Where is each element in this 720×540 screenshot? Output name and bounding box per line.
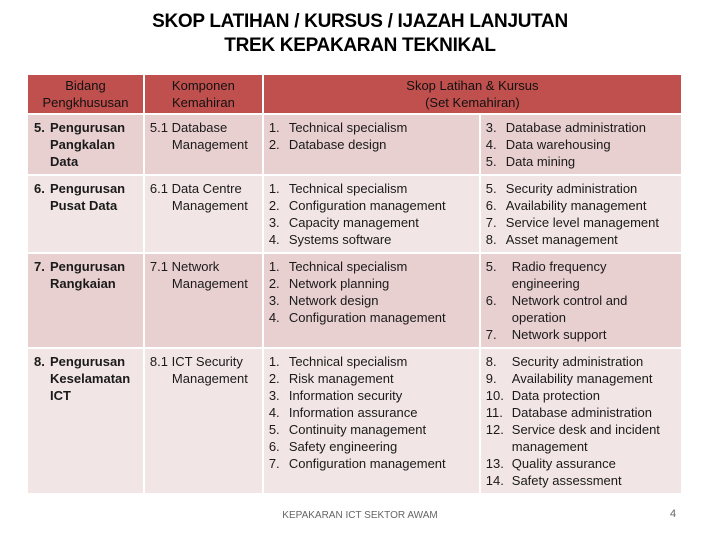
skill-label: Information assurance xyxy=(288,405,418,420)
skill-item xyxy=(269,404,474,421)
skill-item xyxy=(486,326,676,343)
skill-number: 4. xyxy=(268,232,280,247)
bidang-line: Keselamatan xyxy=(50,371,131,386)
row-number: 8. xyxy=(34,354,45,369)
skill-label: Network planning xyxy=(288,276,390,291)
skill-number: 7. xyxy=(485,327,497,342)
skill-number: 4. xyxy=(268,310,280,325)
skill-number: 1. xyxy=(268,120,280,135)
skill-item xyxy=(269,258,474,275)
skill-item xyxy=(269,370,474,387)
skill-label: Service level management xyxy=(505,215,659,230)
skill-item xyxy=(269,231,474,248)
skill-number: 10. xyxy=(485,388,504,403)
row-number: 7. xyxy=(34,259,45,274)
skills-table xyxy=(26,73,683,495)
table-row xyxy=(27,348,682,494)
header-text: Komponen xyxy=(171,78,235,93)
skill-label: Technical specialism xyxy=(288,120,408,135)
skill-item xyxy=(486,292,676,326)
skill-label: Data warehousing xyxy=(505,137,611,152)
skills-left-cell xyxy=(263,348,480,494)
skill-label: Continuity management xyxy=(288,422,427,437)
komponen-cell xyxy=(144,114,263,175)
skill-number: 12. xyxy=(485,422,504,437)
page-number: 4 xyxy=(670,508,677,520)
bidang-line: Rangkaian xyxy=(50,276,116,291)
skill-label: Radio frequency engineering xyxy=(511,259,607,291)
skill-label: Configuration management xyxy=(288,310,446,325)
skill-label: Technical specialism xyxy=(288,354,408,369)
skill-number: 7. xyxy=(485,215,497,230)
skill-item xyxy=(269,455,474,472)
skill-number: 6. xyxy=(485,293,497,308)
skill-number: 2. xyxy=(268,198,280,213)
skill-item xyxy=(486,153,676,170)
skill-number: 2. xyxy=(268,276,280,291)
skill-item xyxy=(269,438,474,455)
skill-number: 4. xyxy=(268,405,280,420)
skill-number: 11. xyxy=(485,405,503,420)
skill-number: 2. xyxy=(268,371,280,386)
skill-label: Asset management xyxy=(505,232,618,247)
skills-right-cell xyxy=(480,348,682,494)
row-number: 6. xyxy=(34,181,45,196)
table-row xyxy=(27,175,682,253)
table-header-row xyxy=(27,74,682,114)
skill-number: 13. xyxy=(485,456,504,471)
skill-number: 6. xyxy=(268,439,280,454)
skill-number: 3. xyxy=(268,293,280,308)
skill-label: Safety assessment xyxy=(511,473,622,488)
skill-item xyxy=(486,180,676,197)
footer-text: KEPAKARAN ICT SEKTOR AWAM xyxy=(282,510,438,521)
skill-label: Configuration management xyxy=(288,456,446,471)
skill-number: 2. xyxy=(268,137,280,152)
title-line-2: TREK KEPAKARAN TEKNIKAL xyxy=(224,35,496,56)
skill-label: Security administration xyxy=(505,181,638,196)
skill-number: 3. xyxy=(268,215,280,230)
bidang-line: Pangkalan xyxy=(50,137,116,152)
skill-label: Safety engineering xyxy=(288,439,398,454)
skill-number: 7. xyxy=(268,456,280,471)
skills-right-cell xyxy=(480,114,682,175)
skills-left-cell xyxy=(263,253,480,348)
skill-item xyxy=(486,136,676,153)
skill-label: Configuration management xyxy=(288,198,446,213)
komponen-line: Management xyxy=(171,198,248,213)
skill-item xyxy=(486,370,676,387)
header-komponen xyxy=(144,74,263,114)
skills-right-cell xyxy=(480,175,682,253)
skill-number: 3. xyxy=(268,388,280,403)
skill-number: 3. xyxy=(485,120,497,135)
slide-title xyxy=(0,10,720,58)
header-text: Skop Latihan & Kursus xyxy=(406,78,539,93)
skill-label: Database design xyxy=(288,137,387,152)
komponen-line: Management xyxy=(171,276,248,291)
bidang-cell xyxy=(27,253,144,348)
header-text: Kemahiran xyxy=(171,95,235,110)
skill-number: 4. xyxy=(485,137,497,152)
skill-item xyxy=(269,421,474,438)
skills-right-cell xyxy=(480,253,682,348)
skill-number: 5. xyxy=(268,422,280,437)
bidang-cell xyxy=(27,114,144,175)
skill-item xyxy=(486,421,676,455)
skill-label: Database administration xyxy=(505,120,646,135)
bidang-line: Pengurusan xyxy=(50,259,126,274)
header-skop xyxy=(263,74,682,114)
bidang-line: Pengurusan xyxy=(50,181,126,196)
skill-item xyxy=(269,387,474,404)
skill-label: Availability management xyxy=(511,371,653,386)
skill-item xyxy=(269,275,474,292)
header-bidang xyxy=(27,74,144,114)
skill-label: Data mining xyxy=(505,154,576,169)
bidang-line: Pengurusan xyxy=(50,120,126,135)
table-row xyxy=(27,114,682,175)
komponen-line: 5.1 Database xyxy=(149,120,228,135)
skill-number: 8. xyxy=(485,354,497,369)
skill-item xyxy=(486,404,676,421)
komponen-cell xyxy=(144,253,263,348)
skill-item xyxy=(486,353,676,370)
header-text: Pengkhususan xyxy=(42,95,129,110)
skill-label: Capacity management xyxy=(288,215,419,230)
skill-label: Data protection xyxy=(511,388,600,403)
skills-left-cell xyxy=(263,175,480,253)
skill-number: 6. xyxy=(485,198,497,213)
skill-item xyxy=(269,119,474,136)
skill-item xyxy=(269,180,474,197)
skill-label: Risk management xyxy=(288,371,394,386)
skill-label: Technical specialism xyxy=(288,181,408,196)
skill-label: Systems software xyxy=(288,232,392,247)
skill-number: 1. xyxy=(268,181,280,196)
komponen-line: 7.1 Network xyxy=(149,259,220,274)
komponen-line: 6.1 Data Centre xyxy=(149,181,242,196)
skill-item xyxy=(269,309,474,326)
skill-item xyxy=(486,387,676,404)
skill-number: 1. xyxy=(268,259,280,274)
skill-label: Network control and operation xyxy=(511,293,628,325)
komponen-cell xyxy=(144,175,263,253)
skill-item xyxy=(486,214,676,231)
title-line-1: SKOP LATIHAN / KURSUS / IJAZAH LANJUTAN xyxy=(152,11,568,32)
bidang-line: Pengurusan xyxy=(50,354,126,369)
skill-number: 8. xyxy=(485,232,497,247)
komponen-line: 8.1 ICT Security xyxy=(149,354,243,369)
skill-item xyxy=(486,455,676,472)
row-number: 5. xyxy=(34,120,45,135)
skill-item xyxy=(486,197,676,214)
komponen-line: Management xyxy=(171,371,248,386)
table-row xyxy=(27,253,682,348)
skill-label: Technical specialism xyxy=(288,259,408,274)
bidang-line: ICT xyxy=(50,388,71,403)
skill-label: Information security xyxy=(288,388,403,403)
komponen-cell xyxy=(144,348,263,494)
bidang-cell xyxy=(27,348,144,494)
bidang-line: Data xyxy=(50,154,79,169)
skills-left-cell xyxy=(263,114,480,175)
komponen-line: Management xyxy=(171,137,248,152)
skill-item xyxy=(269,214,474,231)
skill-label: Network design xyxy=(288,293,379,308)
skill-label: Service desk and incident management xyxy=(511,422,660,454)
skill-item xyxy=(486,231,676,248)
skill-item xyxy=(269,353,474,370)
skill-item xyxy=(486,258,676,292)
header-text: (Set Kemahiran) xyxy=(425,95,520,110)
skill-number: 9. xyxy=(485,371,497,386)
skill-item xyxy=(269,292,474,309)
skill-number: 5. xyxy=(485,181,497,196)
skill-label: Security administration xyxy=(511,354,644,369)
skill-number: 1. xyxy=(268,354,280,369)
skill-label: Quality assurance xyxy=(511,456,616,471)
skill-number: 14. xyxy=(485,473,504,488)
bidang-line: Pusat Data xyxy=(50,198,118,213)
bidang-cell xyxy=(27,175,144,253)
header-text: Bidang xyxy=(65,78,106,93)
skill-item xyxy=(269,136,474,153)
skill-number: 5. xyxy=(485,259,497,274)
skill-item xyxy=(269,197,474,214)
skill-item xyxy=(486,119,676,136)
skill-label: Network support xyxy=(511,327,607,342)
skill-item xyxy=(486,472,676,489)
skill-number: 5. xyxy=(485,154,497,169)
skill-label: Availability management xyxy=(505,198,647,213)
skill-label: Database administration xyxy=(511,405,652,420)
